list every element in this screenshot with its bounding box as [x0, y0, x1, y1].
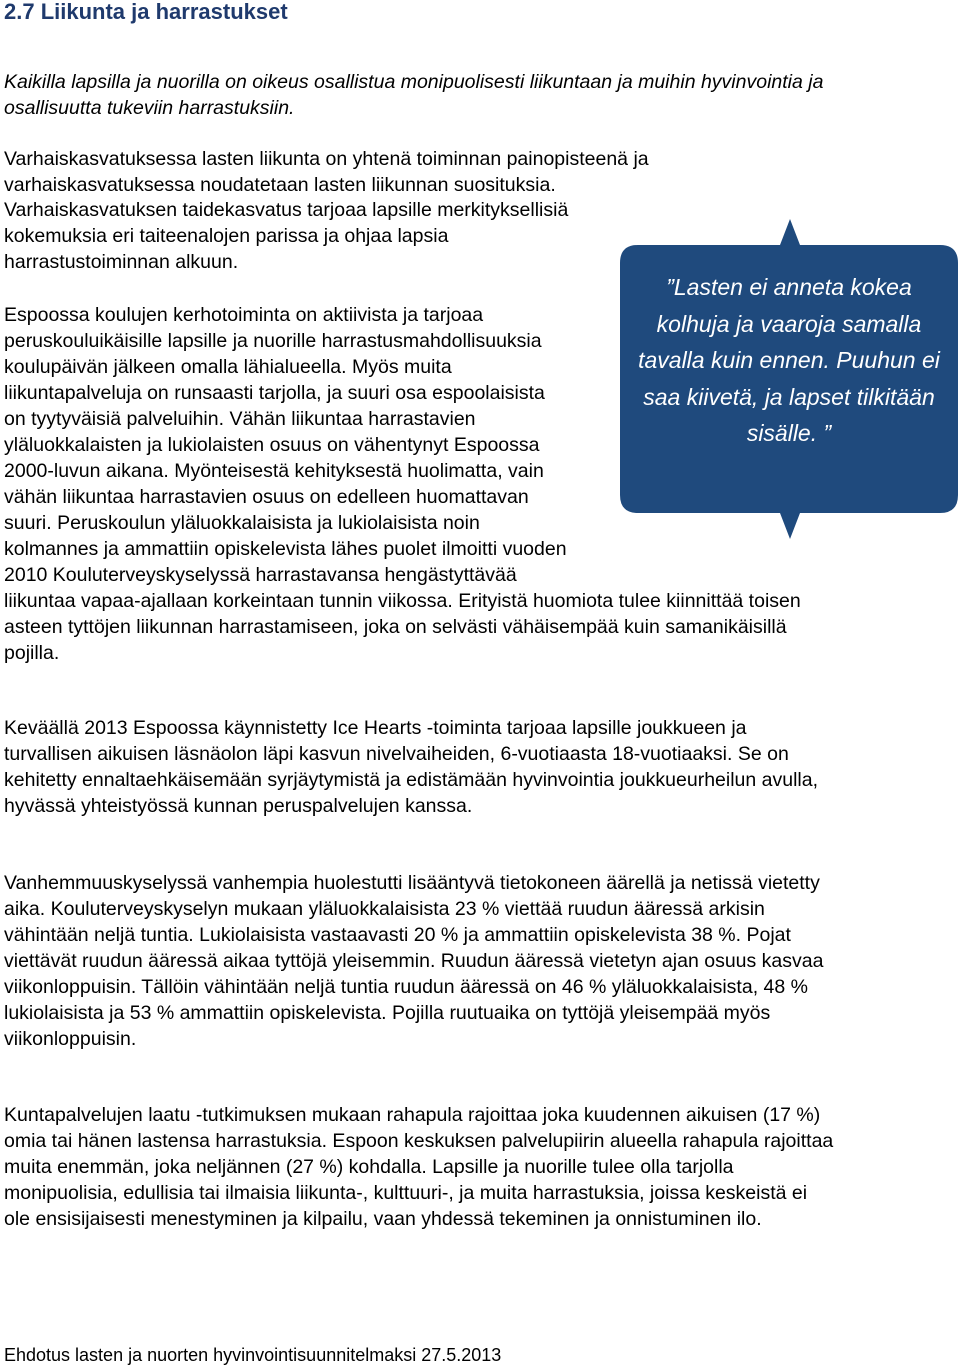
paragraph-ice-hearts: Keväällä 2013 Espoossa käynnistetty Ice Hearts -toiminta tarjoaa lapsille joukkueen ja turvallisen aikuisen läsnäolon läpi kasvun nivelvaiheiden, 6-vuotiaasta 18-vuotiaaksi. Se on kehitetty ennaltaehkäisemään syrjäytymistä ja edistämään hyvinvointia joukkueurheilun avulla, hyvässä yhteistyössä kunnan peruspalvelujen kanssa.: [4, 717, 819, 817]
pull-quote: [620, 245, 958, 513]
paragraph-art-education: Varhaiskasvatuksen taidekasvatus tarjoaa lapsille merkityksellisiä kokemuksia eri taiteenalojen parissa ja ohjaa lapsia harrastustoiminnan alkuun.: [4, 199, 569, 273]
paragraph-school-clubs-text: Espoossa koulujen kerhotoiminta on aktiivista ja tarjoaa peruskouluikäisille lapsille ja nuorille harrastusmahdollisuuksia koulupäivän jälkeen omalla lähialueella. Myös muita liikuntapalveluja on runsaasti tarjolla, ja suuri osa espoolaisista on tyytyväisiä palveluihin. Vähän liikuntaa harrastavien yläluokkalaisten ja lukiolaisten osuus on vähentynyt Espoossa 2000-luvun aikana. Myönteisestä kehityksestä huolimatta, vain vähän liikuntaa harrastavien osuus on edelleen huomattavan suuri. Peruskoulun yläluokkalaisista ja lukiolaisista noin kolmannes ja ammattiin opiskelevista lähes puolet ilmoitti vuoden 2010 Kouluterveyskyselyssä harrastavansa hengästyttävää liikuntaa vapaa-ajallaan korkeintaan tunnin viikossa. Erityistä huomiota tulee kiinnittää toisen asteen tyttöjen liikunnan harrastamiseen, joka on selvästi vähäisempää kuin samanikäisillä pojilla.: [4, 304, 801, 664]
paragraph-early-education-exercise: Varhaiskasvatuksessa lasten liikunta on yhtenä toiminnan painopisteenä ja varhaiskasvatuksessa noudatetaan lasten liikunnan suosituksia.: [4, 148, 649, 196]
intro-paragraph: Kaikilla lapsilla ja nuorilla on oikeus osallistua monipuolisesti liikuntaan ja muihin hyvinvointia ja osallisuutta tukeviin harrastuksiin.: [4, 71, 824, 119]
quote-text: ”Lasten ei anneta kokea kolhuja ja vaaroja samalla tavalla kuin ennen. Puuhun ei saa kiivetä, ja lapset tilkitään sisälle. ”: [638, 274, 940, 446]
section-heading: 2.7 Liikunta ja harrastukset: [4, 0, 288, 24]
paragraph-screen-time: Vanhemmuuskyselyssä vanhempia huolestutti lisääntyvä tietokoneen äärellä ja netissä vietetty aika. Kouluterveyskyselyn mukaan yläluokkalaisista 23 % viettää ruudun ääressä arkisin vähintään neljä tuntia. Lukiolaisista vastaavasti 20 % ja ammattiin opiskelevista 38 %. Pojat viettävät ruudun ääressä aikaa tyttöjä yleisemmin. Ruudun ääressä vietetyn ajan osuus kasvaa viikonloppuisin. Tällöin vähintään neljä tuntia ruudun ääressä on 46 % yläluokkalaisista, 48 % lukiolaisista ja 53 % ammattiin opiskelevista. Pojilla ruutuaika on tyttöjä yleisempää myös viikonloppuisin.: [4, 872, 824, 1050]
paragraph-municipal-services: Kuntapalvelujen laatu -tutkimuksen mukaan rahapula rajoittaa joka kuudennen aikuisen (17 %) omia tai hänen lastensa harrastuksia. Espoon keskuksen palvelupiirin alueella rahapula rajoittaa muita enemmän, joka neljännen (27 %) kohdalla. Lapsille ja nuorille tulee olla tarjolla monipuolisia, edullisia tai ilmaisia liikunta-, kulttuuri-, ja muita harrastuksia, joissa keskeistä ei ole ensisijaisesti menestyminen ja kilpailu, vaan yhdessä tekeminen ja onnistuminen ilo.: [4, 1104, 834, 1230]
page-footer: Ehdotus lasten ja nuorten hyvinvointisuunnitelmaksi 27.5.2013: [4, 1345, 502, 1365]
